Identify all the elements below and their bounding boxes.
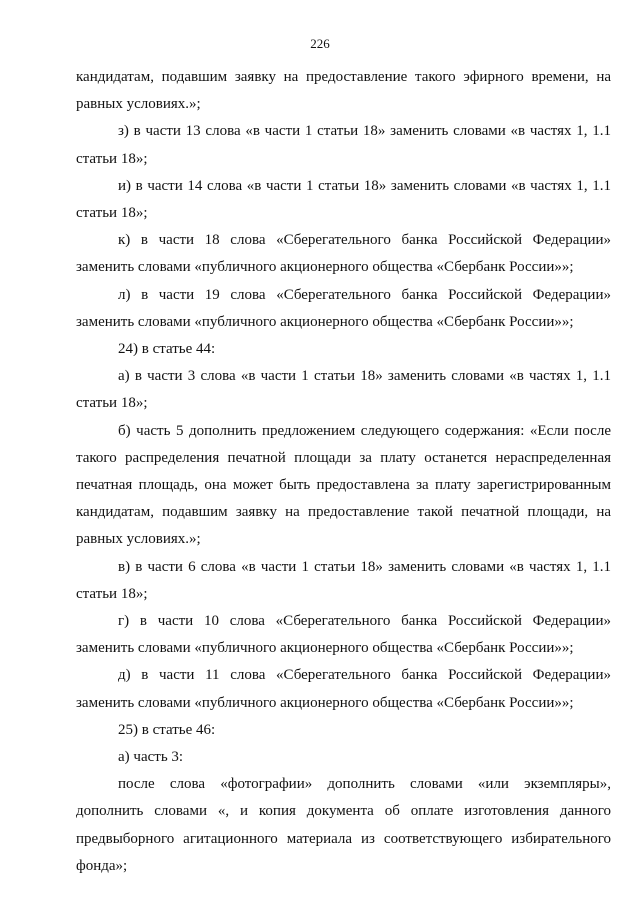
paragraph-item-g: г) в части 10 слова «Сберегательного банка Российской Федерации» заменить словами «публичного акционерного общества «Сбербанк России»»; bbox=[76, 613, 611, 657]
document-body bbox=[76, 64, 611, 880]
paragraph-item-d: д) в части 11 слова «Сберегательного банка Российской Федерации» заменить словами «публичного акционерного общества «Сбербанк России»»; bbox=[76, 667, 611, 711]
paragraph-item-a: а) в части 3 слова «в части 1 статьи 18» заменить словами «в частях 1, 1.1 статьи 18»; bbox=[76, 368, 611, 412]
page-number: 226 bbox=[310, 36, 330, 51]
paragraph-item-i: и) в части 14 слова «в части 1 статьи 18» заменить словами «в частях 1, 1.1 статьи 18»; bbox=[76, 177, 611, 222]
paragraph-article-44: 24) в статье 44: bbox=[118, 341, 216, 358]
paragraph-item-v: в) в части 6 слова «в части 1 статьи 18» заменить словами «в частях 1, 1.1 статьи 18»; bbox=[76, 558, 611, 602]
paragraph-item-b: б) часть 5 дополнить предложением следующего содержания: «Если после такого распределения печатной площади за плату останется нераспределенная печатная площадь, она может быть предоставлена за плату зарегистрированным кандидатам, подавшим заявку на предоставление такой печатной площади, на равных условиях.»; bbox=[76, 422, 611, 548]
paragraph-item-z: з) в части 13 слова «в части 1 статьи 18» заменить словами «в частях 1, 1.1 статьи 18»; bbox=[76, 123, 611, 167]
paragraph-continuation: кандидатам, подавшим заявку на предоставление такого эфирного времени, на равных условиях.»; bbox=[76, 69, 611, 113]
paragraph-item-l: л) в части 19 слова «Сберегательного банка Российской Федерации» заменить словами «публичного акционерного общества «Сбербанк России»»; bbox=[76, 286, 611, 330]
paragraph-part-3: а) часть 3: bbox=[118, 749, 184, 766]
paragraph-item-k: к) в части 18 слова «Сберегательного банка Российской Федерации» заменить словами «публичного акционерного общества «Сбербанк России»»; bbox=[76, 232, 611, 276]
paragraph-amendment: после слова «фотографии» дополнить словами «или экземпляры», дополнить словами «, и копия документа об оплате изготовления данного предвыборного агитационного материала из соответствующего избирательного фонда»; bbox=[76, 776, 611, 874]
paragraph-article-46: 25) в статье 46: bbox=[118, 721, 216, 738]
